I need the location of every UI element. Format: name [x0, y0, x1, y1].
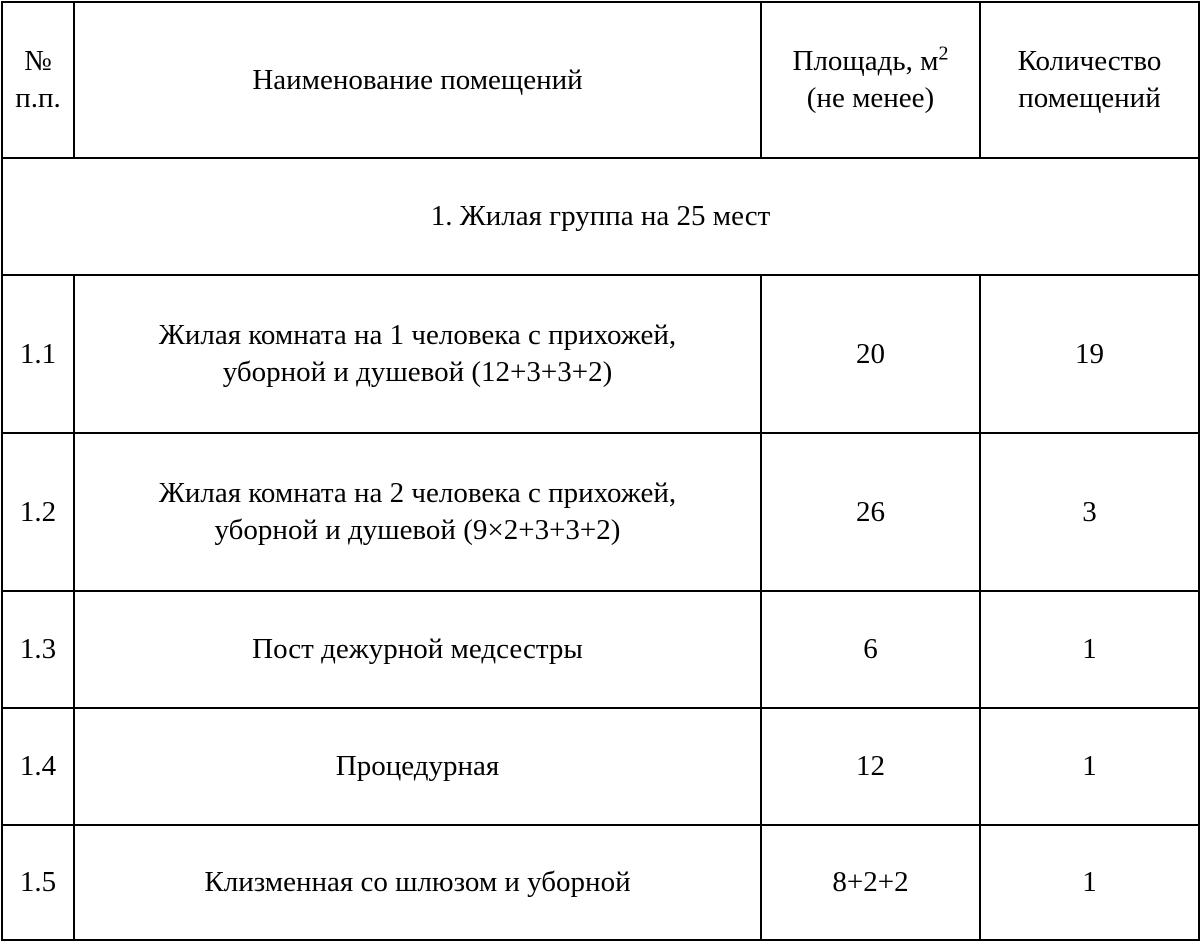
row-num: 1.5: [2, 825, 74, 940]
section-title: 1. Жилая группа на 25 мест: [2, 158, 1199, 275]
header-area-line2: (не менее): [806, 82, 935, 114]
table-row: [2, 708, 1199, 825]
row-area: 8+2+2: [761, 825, 980, 940]
header-name-text: Наименование помещений: [252, 63, 583, 96]
row-name: [74, 433, 761, 591]
row-count: 1: [980, 825, 1199, 940]
header-row: [2, 2, 1199, 158]
row-num: 1.3: [2, 591, 74, 708]
row-name: Процедурная: [74, 708, 761, 825]
row-name-line2: уборной и душевой (9×2+3+3+2): [214, 514, 621, 546]
row-name-line1: Жилая комната на 2 человека с прихожей,: [158, 477, 677, 509]
row-count: 19: [980, 275, 1199, 433]
row-count: 3: [980, 433, 1199, 591]
row-count: 1: [980, 708, 1199, 825]
header-name: [74, 2, 761, 158]
header-count: [980, 2, 1199, 158]
row-num: 1.2: [2, 433, 74, 591]
row-name: Клизменная со шлюзом и уборной: [74, 825, 761, 940]
header-area: [761, 2, 980, 158]
row-area: 12: [761, 708, 980, 825]
row-name-line2: уборной и душевой (12+3+3+2): [222, 356, 613, 388]
row-num: 1.4: [2, 708, 74, 825]
header-count-line1: Количество: [1017, 45, 1162, 77]
row-area: 6: [761, 591, 980, 708]
row-name: [74, 275, 761, 433]
table-row: [2, 433, 1199, 591]
table-row: [2, 275, 1199, 433]
row-num: 1.1: [2, 275, 74, 433]
table-row: [2, 591, 1199, 708]
row-name: Пост дежурной медсестры: [74, 591, 761, 708]
table-row: [2, 825, 1199, 940]
section-row: [2, 158, 1199, 275]
header-num-line1: №: [24, 45, 52, 77]
header-area-unit: Площадь, м: [792, 45, 939, 77]
header-area-superscript: 2: [938, 42, 949, 65]
row-area: 26: [761, 433, 980, 591]
header-count-line2: помещений: [1018, 82, 1161, 114]
rooms-table: [1, 1, 1200, 941]
row-area: 20: [761, 275, 980, 433]
header-num-line2: п.п.: [15, 82, 61, 114]
header-area-line1: [772, 43, 969, 80]
row-count: 1: [980, 591, 1199, 708]
header-num: [2, 2, 74, 158]
row-name-line1: Жилая комната на 1 человека с прихожей,: [158, 319, 677, 351]
